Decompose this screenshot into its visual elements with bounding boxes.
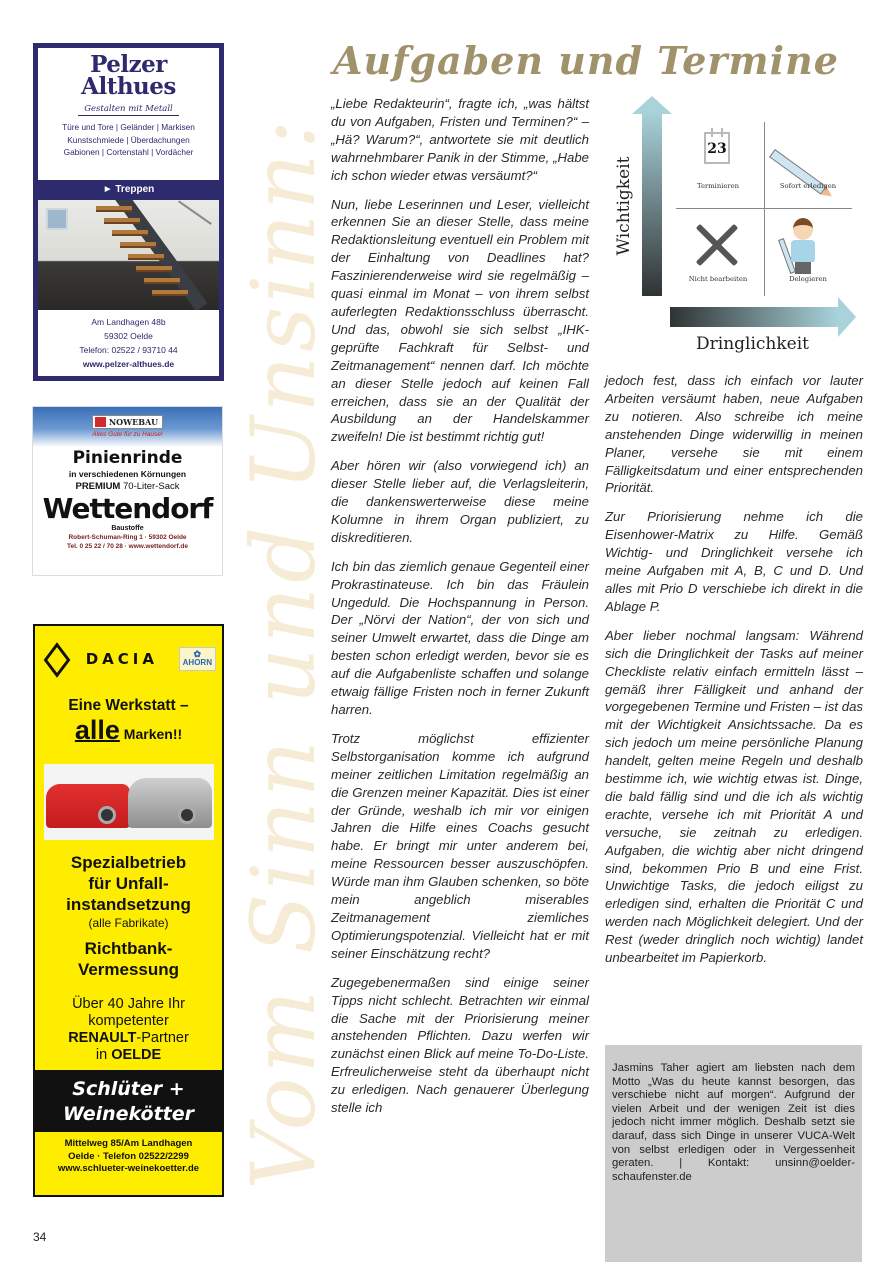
wettendorf-name: Wettendorf bbox=[42, 492, 213, 525]
pelzer-logo bbox=[38, 51, 219, 100]
x-axis-label: Dringlichkeit bbox=[696, 334, 809, 354]
richtbank-line: Vermessung bbox=[77, 960, 180, 979]
special-line: Spezialbetrieb bbox=[70, 853, 187, 872]
person-icon bbox=[793, 218, 813, 240]
dacia-logo: DACIA bbox=[85, 650, 158, 668]
richtbank-line: Richtbank- bbox=[84, 939, 173, 958]
company-line: Weinekötter bbox=[63, 1103, 194, 1125]
nowebau-slogan: Alles Gute für zu Hause! bbox=[92, 431, 163, 438]
schlueter-address bbox=[35, 1138, 222, 1176]
red-car bbox=[46, 784, 130, 828]
stair-step bbox=[136, 266, 172, 272]
richtbank-service bbox=[35, 938, 222, 980]
wettendorf-product-sub: in verschiedenen Körnungen bbox=[68, 469, 187, 479]
matrix-divider-horizontal bbox=[676, 208, 852, 209]
pelzer-street: Am Landhagen 48b bbox=[91, 317, 166, 327]
special-line: instandsetzung bbox=[66, 895, 191, 914]
company-name-banner bbox=[35, 1070, 222, 1132]
article-title: Aufgaben und Termine bbox=[333, 38, 839, 83]
article-paragraph: Aber hören wir (also vorwiegend ich) an dieser Stelle lieber auf, die Verlagsleiterin, die dankenswerterweise diese meine Kolumne in ihrem Organ publiziert, zu diskreditieren. bbox=[331, 458, 589, 545]
pelzer-service-line: Türe und Tore | Geländer | Markisen bbox=[62, 122, 195, 132]
wettendorf-product: Pinienrinde bbox=[72, 448, 183, 468]
grey-car bbox=[128, 778, 212, 828]
ad-wettendorf[interactable] bbox=[32, 406, 223, 576]
nowebau-logo: NOWEBAU bbox=[92, 415, 163, 429]
brand-row bbox=[35, 626, 222, 678]
headline-werkstatt: Eine Werkstatt – bbox=[68, 697, 189, 714]
car-crash-photo bbox=[44, 764, 214, 840]
wettendorf-address: Robert-Schuman-Ring 1 · 59302 Oelde bbox=[68, 534, 187, 541]
quadrant-label-bottom-right: Delegieren bbox=[789, 275, 827, 283]
pelzer-treppen-label: ► Treppen bbox=[102, 184, 155, 195]
article-column-left bbox=[331, 95, 589, 1128]
pelzer-name-line2: Althues bbox=[81, 73, 176, 100]
stair-step bbox=[104, 218, 140, 224]
pelzer-city: 59302 Oelde bbox=[104, 331, 153, 341]
experience-line bbox=[35, 1047, 222, 1064]
partner-label: -Partner bbox=[136, 1030, 189, 1046]
wheel bbox=[178, 806, 196, 824]
experience-text bbox=[35, 996, 222, 1064]
article-paragraph: Aber lieber nochmal langsam: Während sich die Dringlichkeit der Tasks auf meiner Checkliste relativ einfach ermitteln lässt – gemäß ihrer Fälligkeit und anhand der vorgegebenen Termine und Fristen – ist das mit der Wichtigkeit Ansichtssache. Da es sich jedoch um meine persönliche Planung handelt, gelten meine Regeln und deshalb bestimme ich, wie wichtig etwas ist. Dinge, die bald fällig sind und die ich als wichtig erachte, versehe ich mit Priorität A und versuche, sie zeitnah zu erledigen. Aufgaben, die wichtig aber nicht dringend sind, bekommen Prio B und eine Frist. Unwichtige Tasks, die jedoch eiligst zu erledigen sind, erhalten die Priorität C und werden nach Möglichkeit delegiert. Und der Rest (weder dringlich noch wichtig) landet unbearbeitet im Papierkorb. bbox=[605, 627, 863, 966]
article-paragraph: jedoch fest, dass ich einfach vor lauter Arbeiten versäumt haben, neue Aufgaben zu notieren. Also schreibe ich meine anstehenden Dinge widerwillig in meinen Planer, versehe sie mit einem Fälligkeitsdatum und einer entsprechenden Priorität. bbox=[605, 373, 863, 496]
stair-step bbox=[120, 242, 156, 248]
person-body bbox=[791, 240, 815, 262]
article-paragraph: Ich bin das ziemlich genaue Gegenteil einer Prokrastinateuse. Ich bin das Fräulein Ungeduld. Die Hochspannung in Person. Der „Nörvi der Nation“, der von sich und seiner Umwelt erwartet, dass die Dinge am besten schon erledigt werden, bevor sie es auf die Aufgabenliste schaffen und solange etwaig fällige Fristen noch in ferner Zukunft harren. bbox=[331, 558, 589, 717]
stair-step bbox=[144, 278, 180, 284]
article-column-right bbox=[605, 372, 863, 978]
pelzer-slogan: Gestalten mit Metall bbox=[78, 104, 179, 116]
company-line: Schlüter + bbox=[72, 1078, 185, 1100]
in-label: in bbox=[95, 1047, 112, 1063]
experience-line: kompetenter bbox=[88, 1013, 169, 1029]
special-line: für Unfall- bbox=[88, 874, 169, 893]
y-axis-label: Wichtigkeit bbox=[614, 156, 634, 256]
matrix-divider-vertical bbox=[764, 122, 765, 296]
quadrant-label-top-left: Terminieren bbox=[696, 182, 740, 190]
renault-logo-icon bbox=[43, 645, 65, 673]
headline-alle-marken bbox=[35, 715, 222, 750]
pelzer-website-link[interactable]: www.pelzer-althues.de bbox=[82, 359, 175, 369]
pelzer-name-line1: Pelzer bbox=[90, 51, 167, 78]
article-paragraph: Trotz möglichst effizienter Selbstorganisation komme ich aufgrund meiner zeitlichen Limitation regelmäßig an die Grenzen meiner Kapazität. Dies ist einer der Gründe, weshalb ich mir vor einigen Jahren die Hilfe eines Coachs gesucht habe. Er bringt mir unter anderem bei, meine Ressourcen besser auszuschöpfen. Würde man ihm Glauben schenken, so böte mein angeblich miserables Zeitmanagement ziemliches Optimierungspotenzial. Vielleicht hat er mit seiner Einschätzung recht? bbox=[331, 730, 590, 961]
wettendorf-contact[interactable]: Tel. 0 25 22 / 70 28 · www.wettendorf.de bbox=[66, 543, 188, 550]
ahorn-badge bbox=[179, 647, 216, 671]
wall-picture bbox=[46, 208, 68, 230]
pelzer-services bbox=[38, 121, 219, 159]
wettendorf-subtitle: Baustoffe bbox=[111, 525, 144, 532]
stair-step bbox=[96, 206, 132, 212]
pelzer-service-line: Kunstschmiede | Überdachungen bbox=[67, 134, 190, 145]
ahorn-label: AHORN bbox=[182, 658, 212, 667]
page-number: 34 bbox=[33, 1230, 47, 1244]
pelzer-header bbox=[38, 48, 219, 180]
section-title-vertical: Vom Sinn und Unsinn: bbox=[232, 115, 335, 1190]
schlueter-website-link[interactable]: www.schlueter-weinekoetter.de bbox=[57, 1163, 200, 1174]
article-paragraph: Zugegebenermaßen sind einige seiner Tipps nicht schlecht. Betrachten wir einmal die Sache mit der Priorisierung meiner anstehenden Pflichten. Dazu werfen wir zunächst einen Blick auf meine To-Do-Liste. Erfreulicherweise steht da überhaupt nicht zu erledigen. Nach genauerer Überlegung stelle ich bbox=[331, 974, 589, 1116]
oelde-label: OELDE bbox=[111, 1047, 162, 1063]
pelzer-service-line: Gabionen | Cortenstahl | Vordächer bbox=[63, 147, 194, 157]
experience-line: Über 40 Jahre Ihr bbox=[72, 996, 185, 1012]
pelzer-phone: Telefon: 02522 / 93710 44 bbox=[79, 345, 178, 355]
urgency-arrow-icon bbox=[670, 307, 838, 327]
stair-step bbox=[152, 290, 188, 296]
maple-leaf-icon: ✿ bbox=[193, 649, 202, 659]
person-legs bbox=[795, 262, 811, 274]
special-service bbox=[35, 852, 222, 915]
ad-schlueter-weinekoetter[interactable] bbox=[33, 624, 224, 1197]
staircase-photo bbox=[38, 200, 219, 310]
author-bio-box: Jasmins Taher agiert am liebsten nach dem Motto „Was du heute kannst besorgen, das verschiebe nicht auf morgen“. Aufgrund der vielen Arbeit und der wenigen Zeit ist dies jedoch nicht immer möglich. Deshalb setzt sie darauf, dass sich Dinge in unserer VUCA-Welt von selbst erledigen oder in Vergessenheit geraten. | Kontakt: unsinn@oelder-schaufenster.de bbox=[605, 1045, 862, 1262]
calendar-icon: 23 bbox=[704, 132, 730, 164]
quadrant-label-bottom-left: Nicht bearbeiten bbox=[688, 275, 748, 283]
experience-line bbox=[35, 1030, 222, 1047]
fabrikate-note: (alle Fabrikate) bbox=[88, 916, 169, 930]
premium-size: 70-Liter-Sack bbox=[120, 481, 180, 492]
ad-pelzer-althues[interactable] bbox=[33, 43, 224, 381]
article-paragraph: Nun, liebe Leserinnen und Leser, vielleicht erkennen Sie an dieser Stelle, dass meine Redaktionsleitung eventuell ein Problem mit der Einhaltung von Deadlines hat? Faszinierenderweise wird sie regelmäßig – quasi einmal im Monat – von ihrem selbst auferlegten Redaktionsschluss überrascht. Und das, obwohl sie sich selbst „IHK-geprüfte Fachkraft für Selbst- und Zeitmanagement“ nennen darf. Ich möchte an dieser Stelle jedoch auf keinen Fall erreichen, dass sie an der Qualität der Ausbildung an der Handelskammer zweifeln! Die ist bestimmt richtig gut! bbox=[331, 196, 589, 445]
stair-step bbox=[112, 230, 148, 236]
pelzer-address bbox=[38, 310, 219, 376]
schlueter-phone: Oelde · Telefon 02522/2299 bbox=[68, 1150, 189, 1162]
premium-label: PREMIUM bbox=[75, 481, 121, 492]
alle-label: alle bbox=[74, 715, 120, 745]
marken-label: Marken!! bbox=[119, 726, 183, 742]
stair-step bbox=[128, 254, 164, 260]
handrail bbox=[178, 200, 212, 225]
article-paragraph: Zur Priorisierung nehme ich die Eisenhower-Matrix zu Hilfe. Gemäß Wichtig- und Dringlichkeit versehe ich meine Aufgaben mit A, B, C und D. Und alles mit Prio D verschiebe ich direkt in die Ablage P. bbox=[605, 509, 863, 614]
wettendorf-banner bbox=[33, 407, 222, 447]
schlueter-street: Mittelweg 85/Am Landhagen bbox=[64, 1138, 193, 1149]
eisenhower-matrix-diagram bbox=[606, 104, 862, 360]
wheel bbox=[98, 806, 116, 824]
importance-arrow-icon bbox=[642, 112, 662, 296]
quadrant-label-top-right: Sofort erledigen bbox=[779, 182, 837, 190]
renault-label: RENAULT bbox=[68, 1030, 137, 1046]
x-cross-icon bbox=[694, 222, 740, 268]
article-paragraph: „Liebe Redakteurin“, fragte ich, „was hältst du von Aufgaben, Fristen und Terminen?“ – „Hä? Warum?“, antwortete sie mit deutlich wahrnehmbarer Panik in der Stimme, „Habe ich schon wieder etwas versäumt?“ bbox=[331, 96, 589, 183]
